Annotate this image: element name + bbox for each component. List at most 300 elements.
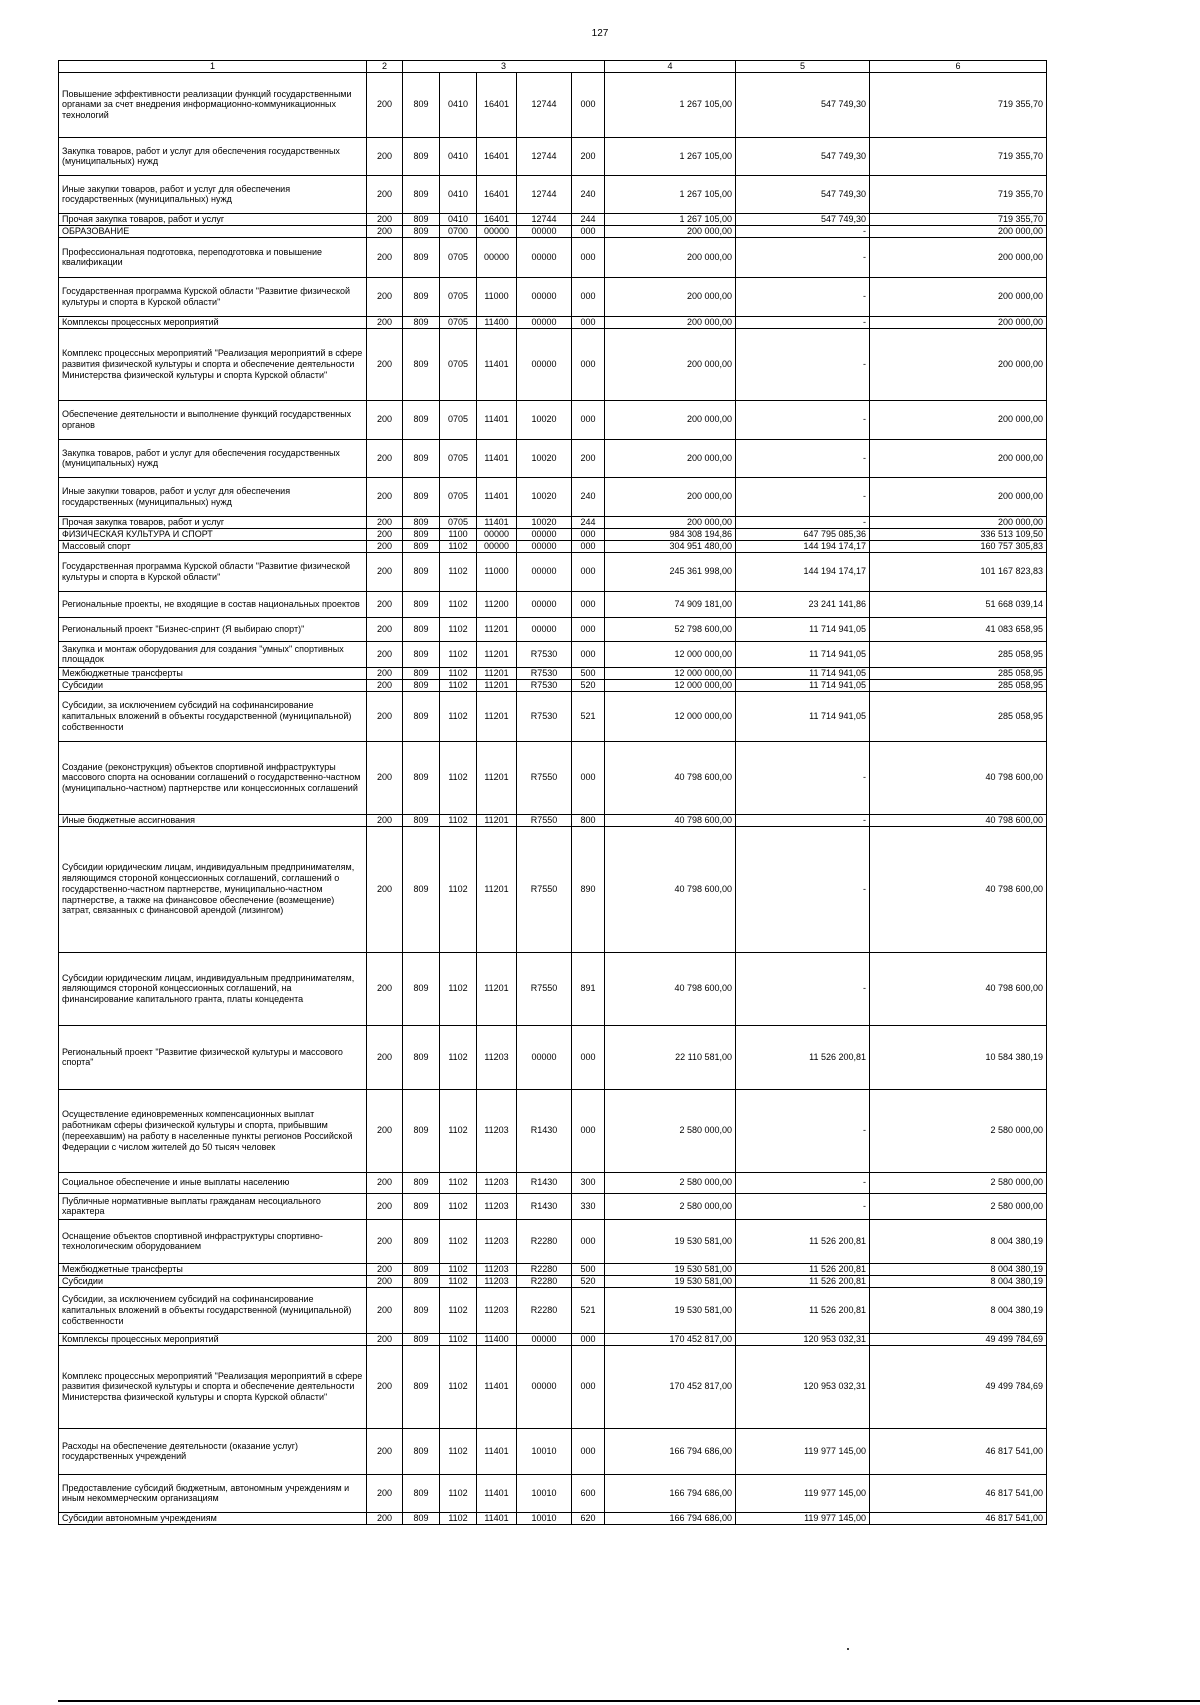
code-program: 11203	[477, 1287, 517, 1333]
code-program: 11201	[477, 952, 517, 1025]
amount-executed: -	[736, 225, 870, 237]
table-row	[59, 1287, 1047, 1333]
code-expense-type: 000	[572, 225, 605, 237]
row-label: Предоставление субсидий бюджетным, автономным учреждениям и иным некоммерческим организациям	[59, 1474, 367, 1512]
amount-executed: -	[736, 277, 870, 316]
amount-executed: -	[736, 814, 870, 826]
amount-remaining: 2 580 000,00	[870, 1172, 1047, 1193]
amount-approved: 12 000 000,00	[605, 667, 736, 679]
code-direction: 00000	[517, 1333, 572, 1345]
code-section: 1102	[440, 741, 477, 814]
code-section: 0705	[440, 237, 477, 277]
code-ministry: 809	[403, 328, 440, 400]
code-expense-type: 890	[572, 826, 605, 952]
amount-approved: 12 000 000,00	[605, 641, 736, 667]
code-section: 0705	[440, 400, 477, 439]
table-row	[59, 1333, 1047, 1345]
code-program: 11203	[477, 1172, 517, 1193]
code-direction: 00000	[517, 225, 572, 237]
row-label: Субсидии	[59, 679, 367, 691]
line-code: 200	[367, 826, 403, 952]
amount-executed: 11 714 941,05	[736, 691, 870, 741]
code-program: 11201	[477, 679, 517, 691]
code-direction: 10020	[517, 400, 572, 439]
amount-executed: 547 749,30	[736, 213, 870, 225]
amount-approved: 2 580 000,00	[605, 1172, 736, 1193]
code-program: 11201	[477, 826, 517, 952]
amount-executed: -	[736, 1193, 870, 1219]
row-label: Закупка и монтаж оборудования для создания "умных" спортивных площадок	[59, 641, 367, 667]
table-row	[59, 1025, 1047, 1089]
code-ministry: 809	[403, 1089, 440, 1172]
amount-executed: -	[736, 477, 870, 516]
amount-approved: 166 794 686,00	[605, 1428, 736, 1474]
code-expense-type: 000	[572, 1025, 605, 1089]
amount-approved: 22 110 581,00	[605, 1025, 736, 1089]
table-row	[59, 679, 1047, 691]
table-row	[59, 1172, 1047, 1193]
amount-executed: -	[736, 237, 870, 277]
code-direction: 00000	[517, 540, 572, 552]
code-expense-type: 620	[572, 1512, 605, 1524]
code-expense-type: 000	[572, 72, 605, 137]
code-section: 1102	[440, 1172, 477, 1193]
row-label: Региональные проекты, не входящие в состав национальных проектов	[59, 591, 367, 617]
code-program: 11201	[477, 741, 517, 814]
table-row	[59, 1345, 1047, 1428]
code-ministry: 809	[403, 1172, 440, 1193]
line-code: 200	[367, 316, 403, 328]
code-section: 1102	[440, 1333, 477, 1345]
code-expense-type: 000	[572, 540, 605, 552]
amount-executed: 120 953 032,31	[736, 1333, 870, 1345]
amount-remaining: 49 499 784,69	[870, 1345, 1047, 1428]
code-expense-type: 521	[572, 1287, 605, 1333]
row-label: Субсидии юридическим лицам, индивидуальным предпринимателям, являющимся стороной концессионных соглашений, соглашений о государственно-частном партнерстве, муниципально-частном партнерстве, а также на финансовое обеспечение (возмещение) затрат, связанных с финансовой арендой (лизингом)	[59, 826, 367, 952]
amount-remaining: 8 004 380,19	[870, 1263, 1047, 1275]
amount-remaining: 46 817 541,00	[870, 1428, 1047, 1474]
table-row	[59, 741, 1047, 814]
line-code: 200	[367, 1193, 403, 1219]
amount-approved: 40 798 600,00	[605, 826, 736, 952]
code-expense-type: 000	[572, 741, 605, 814]
code-ministry: 809	[403, 439, 440, 477]
amount-executed: 119 977 145,00	[736, 1512, 870, 1524]
code-ministry: 809	[403, 1263, 440, 1275]
row-label: Закупка товаров, работ и услуг для обеспечения государственных (муниципальных) нужд	[59, 137, 367, 175]
amount-executed: -	[736, 328, 870, 400]
line-code: 200	[367, 213, 403, 225]
code-direction: R1430	[517, 1193, 572, 1219]
amount-executed: 11 526 200,81	[736, 1275, 870, 1287]
code-program: 11203	[477, 1193, 517, 1219]
amount-executed: 11 526 200,81	[736, 1025, 870, 1089]
code-expense-type: 000	[572, 528, 605, 540]
code-ministry: 809	[403, 316, 440, 328]
table-row	[59, 213, 1047, 225]
amount-approved: 12 000 000,00	[605, 691, 736, 741]
row-label: Межбюджетные трансферты	[59, 667, 367, 679]
code-ministry: 809	[403, 591, 440, 617]
code-ministry: 809	[403, 1333, 440, 1345]
code-program: 11201	[477, 667, 517, 679]
code-direction: R7530	[517, 667, 572, 679]
amount-executed: -	[736, 952, 870, 1025]
amount-remaining: 2 580 000,00	[870, 1193, 1047, 1219]
amount-executed: -	[736, 439, 870, 477]
code-direction: R7550	[517, 826, 572, 952]
line-code: 200	[367, 237, 403, 277]
code-direction: 00000	[517, 552, 572, 591]
code-program: 11201	[477, 691, 517, 741]
amount-remaining: 719 355,70	[870, 213, 1047, 225]
line-code: 200	[367, 1089, 403, 1172]
amount-approved: 2 580 000,00	[605, 1193, 736, 1219]
code-direction: 12744	[517, 213, 572, 225]
amount-remaining: 336 513 109,50	[870, 528, 1047, 540]
code-section: 0705	[440, 477, 477, 516]
row-label: ФИЗИЧЕСКАЯ КУЛЬТУРА И СПОРТ	[59, 528, 367, 540]
code-direction: 00000	[517, 617, 572, 641]
code-direction: 12744	[517, 72, 572, 137]
code-ministry: 809	[403, 691, 440, 741]
amount-remaining: 200 000,00	[870, 277, 1047, 316]
amount-approved: 74 909 181,00	[605, 591, 736, 617]
line-code: 200	[367, 691, 403, 741]
code-direction: R7530	[517, 641, 572, 667]
code-expense-type: 000	[572, 591, 605, 617]
amount-remaining: 46 817 541,00	[870, 1474, 1047, 1512]
row-label: Осуществление единовременных компенсационных выплат работникам сферы физической культуры и спорта, прибывшим (переехавшим) на работу в населенные пункты регионов Российской Федерации с числом жителей до 50 тысяч человек	[59, 1089, 367, 1172]
table-row	[59, 516, 1047, 528]
amount-remaining: 200 000,00	[870, 237, 1047, 277]
code-direction: 00000	[517, 237, 572, 277]
code-ministry: 809	[403, 540, 440, 552]
amount-approved: 2 580 000,00	[605, 1089, 736, 1172]
amount-remaining: 40 798 600,00	[870, 814, 1047, 826]
code-program: 11401	[477, 1474, 517, 1512]
line-code: 200	[367, 1287, 403, 1333]
amount-remaining: 200 000,00	[870, 328, 1047, 400]
code-direction: R2280	[517, 1219, 572, 1263]
code-ministry: 809	[403, 528, 440, 540]
table-row	[59, 1193, 1047, 1219]
code-expense-type: 200	[572, 137, 605, 175]
code-section: 0705	[440, 516, 477, 528]
row-label: Субсидии	[59, 1275, 367, 1287]
scan-speck	[847, 1648, 849, 1650]
code-ministry: 809	[403, 72, 440, 137]
code-expense-type: 521	[572, 691, 605, 741]
row-label: Субсидии, за исключением субсидий на софинансирование капитальных вложений в объекты государственной (муниципальной) собственности	[59, 691, 367, 741]
row-label: Субсидии юридическим лицам, индивидуальным предпринимателям, являющимся стороной концессионных соглашений, на финансирование капитального гранта, платы концедента	[59, 952, 367, 1025]
amount-approved: 200 000,00	[605, 477, 736, 516]
code-ministry: 809	[403, 1345, 440, 1428]
amount-remaining: 285 058,95	[870, 641, 1047, 667]
row-label: Государственная программа Курской области "Развитие физической культуры и спорта в Курской области"	[59, 552, 367, 591]
col-header-5: 5	[736, 61, 870, 73]
code-direction: R2280	[517, 1287, 572, 1333]
row-label: Субсидии, за исключением субсидий на софинансирование капитальных вложений в объекты государственной (муниципальной) собственности	[59, 1287, 367, 1333]
amount-remaining: 285 058,95	[870, 679, 1047, 691]
col-header-3: 3	[403, 61, 605, 73]
code-expense-type: 000	[572, 1428, 605, 1474]
code-ministry: 809	[403, 1287, 440, 1333]
line-code: 200	[367, 1275, 403, 1287]
budget-table	[58, 60, 1047, 1525]
table-row	[59, 1089, 1047, 1172]
code-section: 1102	[440, 1428, 477, 1474]
amount-remaining: 40 798 600,00	[870, 826, 1047, 952]
line-code: 200	[367, 814, 403, 826]
code-expense-type: 000	[572, 328, 605, 400]
amount-remaining: 40 798 600,00	[870, 952, 1047, 1025]
code-direction: 10010	[517, 1428, 572, 1474]
row-label: Иные закупки товаров, работ и услуг для обеспечения государственных (муниципальных) нужд	[59, 175, 367, 213]
table-row	[59, 691, 1047, 741]
line-code: 200	[367, 617, 403, 641]
code-section: 1102	[440, 552, 477, 591]
table-row	[59, 439, 1047, 477]
code-section: 0410	[440, 213, 477, 225]
col-header-4: 4	[605, 61, 736, 73]
row-label: Создание (реконструкция) объектов спортивной инфраструктуры массового спорта на основании соглашений о государственно-частном (муниципально-частном) партнерстве или концессионных соглашений	[59, 741, 367, 814]
code-section: 1102	[440, 1512, 477, 1524]
code-ministry: 809	[403, 277, 440, 316]
row-label: Социальное обеспечение и иные выплаты населению	[59, 1172, 367, 1193]
row-label: Прочая закупка товаров, работ и услуг	[59, 516, 367, 528]
code-program: 11203	[477, 1275, 517, 1287]
code-program: 11401	[477, 400, 517, 439]
code-expense-type: 240	[572, 175, 605, 213]
amount-approved: 200 000,00	[605, 316, 736, 328]
amount-remaining: 285 058,95	[870, 667, 1047, 679]
amount-executed: 119 977 145,00	[736, 1474, 870, 1512]
amount-executed: -	[736, 400, 870, 439]
line-code: 200	[367, 591, 403, 617]
code-section: 1102	[440, 591, 477, 617]
table-row	[59, 137, 1047, 175]
amount-remaining: 200 000,00	[870, 477, 1047, 516]
code-section: 1100	[440, 528, 477, 540]
code-direction: 00000	[517, 316, 572, 328]
amount-executed: 11 714 941,05	[736, 641, 870, 667]
code-ministry: 809	[403, 225, 440, 237]
amount-approved: 166 794 686,00	[605, 1512, 736, 1524]
code-ministry: 809	[403, 1474, 440, 1512]
code-program: 11401	[477, 477, 517, 516]
amount-remaining: 200 000,00	[870, 516, 1047, 528]
code-direction: R1430	[517, 1089, 572, 1172]
amount-executed: -	[736, 1089, 870, 1172]
code-direction: 00000	[517, 277, 572, 316]
code-ministry: 809	[403, 1193, 440, 1219]
amount-approved: 1 267 105,00	[605, 175, 736, 213]
row-label: Профессиональная подготовка, переподготовка и повышение квалификации	[59, 237, 367, 277]
line-code: 200	[367, 1333, 403, 1345]
amount-approved: 40 798 600,00	[605, 814, 736, 826]
amount-approved: 200 000,00	[605, 439, 736, 477]
line-code: 200	[367, 528, 403, 540]
row-label: Межбюджетные трансферты	[59, 1263, 367, 1275]
amount-executed: 144 194 174,17	[736, 540, 870, 552]
code-expense-type: 244	[572, 213, 605, 225]
amount-remaining: 200 000,00	[870, 400, 1047, 439]
amount-remaining: 719 355,70	[870, 72, 1047, 137]
page-bottom-border	[58, 1700, 1200, 1702]
amount-executed: 119 977 145,00	[736, 1428, 870, 1474]
col-header-6: 6	[870, 61, 1047, 73]
line-code: 200	[367, 679, 403, 691]
table-row	[59, 952, 1047, 1025]
code-ministry: 809	[403, 741, 440, 814]
row-label: Комплекс процессных мероприятий "Реализация мероприятий в сфере развития физической культуры и спорта и обеспечение деятельности Министерства физической культуры и спорта Курской области"	[59, 328, 367, 400]
code-section: 1102	[440, 1275, 477, 1287]
code-section: 0705	[440, 328, 477, 400]
code-program: 16401	[477, 175, 517, 213]
line-code: 200	[367, 741, 403, 814]
amount-approved: 19 530 581,00	[605, 1263, 736, 1275]
amount-approved: 19 530 581,00	[605, 1219, 736, 1263]
code-ministry: 809	[403, 400, 440, 439]
code-program: 11203	[477, 1263, 517, 1275]
code-expense-type: 000	[572, 552, 605, 591]
code-section: 1102	[440, 1263, 477, 1275]
amount-remaining: 160 757 305,83	[870, 540, 1047, 552]
code-section: 1102	[440, 1219, 477, 1263]
code-section: 0700	[440, 225, 477, 237]
code-expense-type: 520	[572, 1275, 605, 1287]
code-expense-type: 000	[572, 1345, 605, 1428]
page-number: 127	[591, 28, 609, 39]
table-row	[59, 175, 1047, 213]
line-code: 200	[367, 175, 403, 213]
amount-approved: 200 000,00	[605, 225, 736, 237]
table-row	[59, 826, 1047, 952]
code-direction: 10010	[517, 1512, 572, 1524]
code-ministry: 809	[403, 175, 440, 213]
amount-approved: 200 000,00	[605, 516, 736, 528]
amount-executed: 11 526 200,81	[736, 1219, 870, 1263]
row-label: Оснащение объектов спортивной инфраструктуры спортивно-технологическим оборудованием	[59, 1219, 367, 1263]
code-ministry: 809	[403, 814, 440, 826]
line-code: 200	[367, 952, 403, 1025]
row-label: Иные закупки товаров, работ и услуг для обеспечения государственных (муниципальных) нужд	[59, 477, 367, 516]
code-section: 0705	[440, 316, 477, 328]
code-program: 16401	[477, 72, 517, 137]
amount-approved: 1 267 105,00	[605, 72, 736, 137]
code-direction: 00000	[517, 328, 572, 400]
code-direction: R2280	[517, 1263, 572, 1275]
amount-remaining: 8 004 380,19	[870, 1287, 1047, 1333]
table-row	[59, 528, 1047, 540]
line-code: 200	[367, 667, 403, 679]
col-header-2: 2	[367, 61, 403, 73]
amount-executed: -	[736, 1172, 870, 1193]
table-row	[59, 237, 1047, 277]
table-row	[59, 400, 1047, 439]
table-row	[59, 641, 1047, 667]
code-expense-type: 000	[572, 1219, 605, 1263]
code-direction: R1430	[517, 1172, 572, 1193]
code-direction: 00000	[517, 528, 572, 540]
amount-executed: 11 526 200,81	[736, 1287, 870, 1333]
code-program: 00000	[477, 225, 517, 237]
code-section: 1102	[440, 1089, 477, 1172]
code-expense-type: 500	[572, 1263, 605, 1275]
code-ministry: 809	[403, 641, 440, 667]
amount-remaining: 2 580 000,00	[870, 1089, 1047, 1172]
amount-executed: 23 241 141,86	[736, 591, 870, 617]
code-program: 00000	[477, 528, 517, 540]
code-program: 11401	[477, 328, 517, 400]
code-section: 1102	[440, 691, 477, 741]
amount-executed: 11 714 941,05	[736, 667, 870, 679]
code-direction: 12744	[517, 137, 572, 175]
line-code: 200	[367, 1474, 403, 1512]
amount-approved: 170 452 817,00	[605, 1345, 736, 1428]
code-expense-type: 800	[572, 814, 605, 826]
code-direction: R7530	[517, 691, 572, 741]
amount-approved: 170 452 817,00	[605, 1333, 736, 1345]
row-label: Комплекс процессных мероприятий "Реализация мероприятий в сфере развития физической культуры и спорта и обеспечение деятельности Министерства физической культуры и спорта Курской области"	[59, 1345, 367, 1428]
amount-approved: 200 000,00	[605, 328, 736, 400]
code-expense-type: 600	[572, 1474, 605, 1512]
table-row	[59, 552, 1047, 591]
line-code: 200	[367, 1263, 403, 1275]
amount-remaining: 200 000,00	[870, 439, 1047, 477]
code-expense-type: 891	[572, 952, 605, 1025]
code-program: 11401	[477, 1512, 517, 1524]
code-program: 11400	[477, 1333, 517, 1345]
table-row	[59, 72, 1047, 137]
code-program: 11401	[477, 1428, 517, 1474]
row-label: Прочая закупка товаров, работ и услуг	[59, 213, 367, 225]
amount-approved: 200 000,00	[605, 400, 736, 439]
row-label: Иные бюджетные ассигнования	[59, 814, 367, 826]
code-ministry: 809	[403, 1219, 440, 1263]
amount-remaining: 101 167 823,83	[870, 552, 1047, 591]
line-code: 200	[367, 400, 403, 439]
amount-approved: 19 530 581,00	[605, 1287, 736, 1333]
row-label: ОБРАЗОВАНИЕ	[59, 225, 367, 237]
amount-executed: 647 795 085,36	[736, 528, 870, 540]
line-code: 200	[367, 225, 403, 237]
amount-remaining: 49 499 784,69	[870, 1333, 1047, 1345]
table-row	[59, 540, 1047, 552]
code-expense-type: 330	[572, 1193, 605, 1219]
amount-executed: 11 714 941,05	[736, 617, 870, 641]
line-code: 200	[367, 137, 403, 175]
code-ministry: 809	[403, 1025, 440, 1089]
code-ministry: 809	[403, 826, 440, 952]
line-code: 200	[367, 1172, 403, 1193]
amount-approved: 19 530 581,00	[605, 1275, 736, 1287]
code-section: 1102	[440, 679, 477, 691]
code-program: 11401	[477, 1345, 517, 1428]
code-section: 1102	[440, 1287, 477, 1333]
code-expense-type: 500	[572, 667, 605, 679]
code-direction: 10010	[517, 1474, 572, 1512]
code-section: 0410	[440, 72, 477, 137]
code-direction: 00000	[517, 1025, 572, 1089]
amount-approved: 40 798 600,00	[605, 741, 736, 814]
amount-approved: 52 798 600,00	[605, 617, 736, 641]
code-ministry: 809	[403, 952, 440, 1025]
table-row	[59, 667, 1047, 679]
code-ministry: 809	[403, 1512, 440, 1524]
code-program: 00000	[477, 237, 517, 277]
